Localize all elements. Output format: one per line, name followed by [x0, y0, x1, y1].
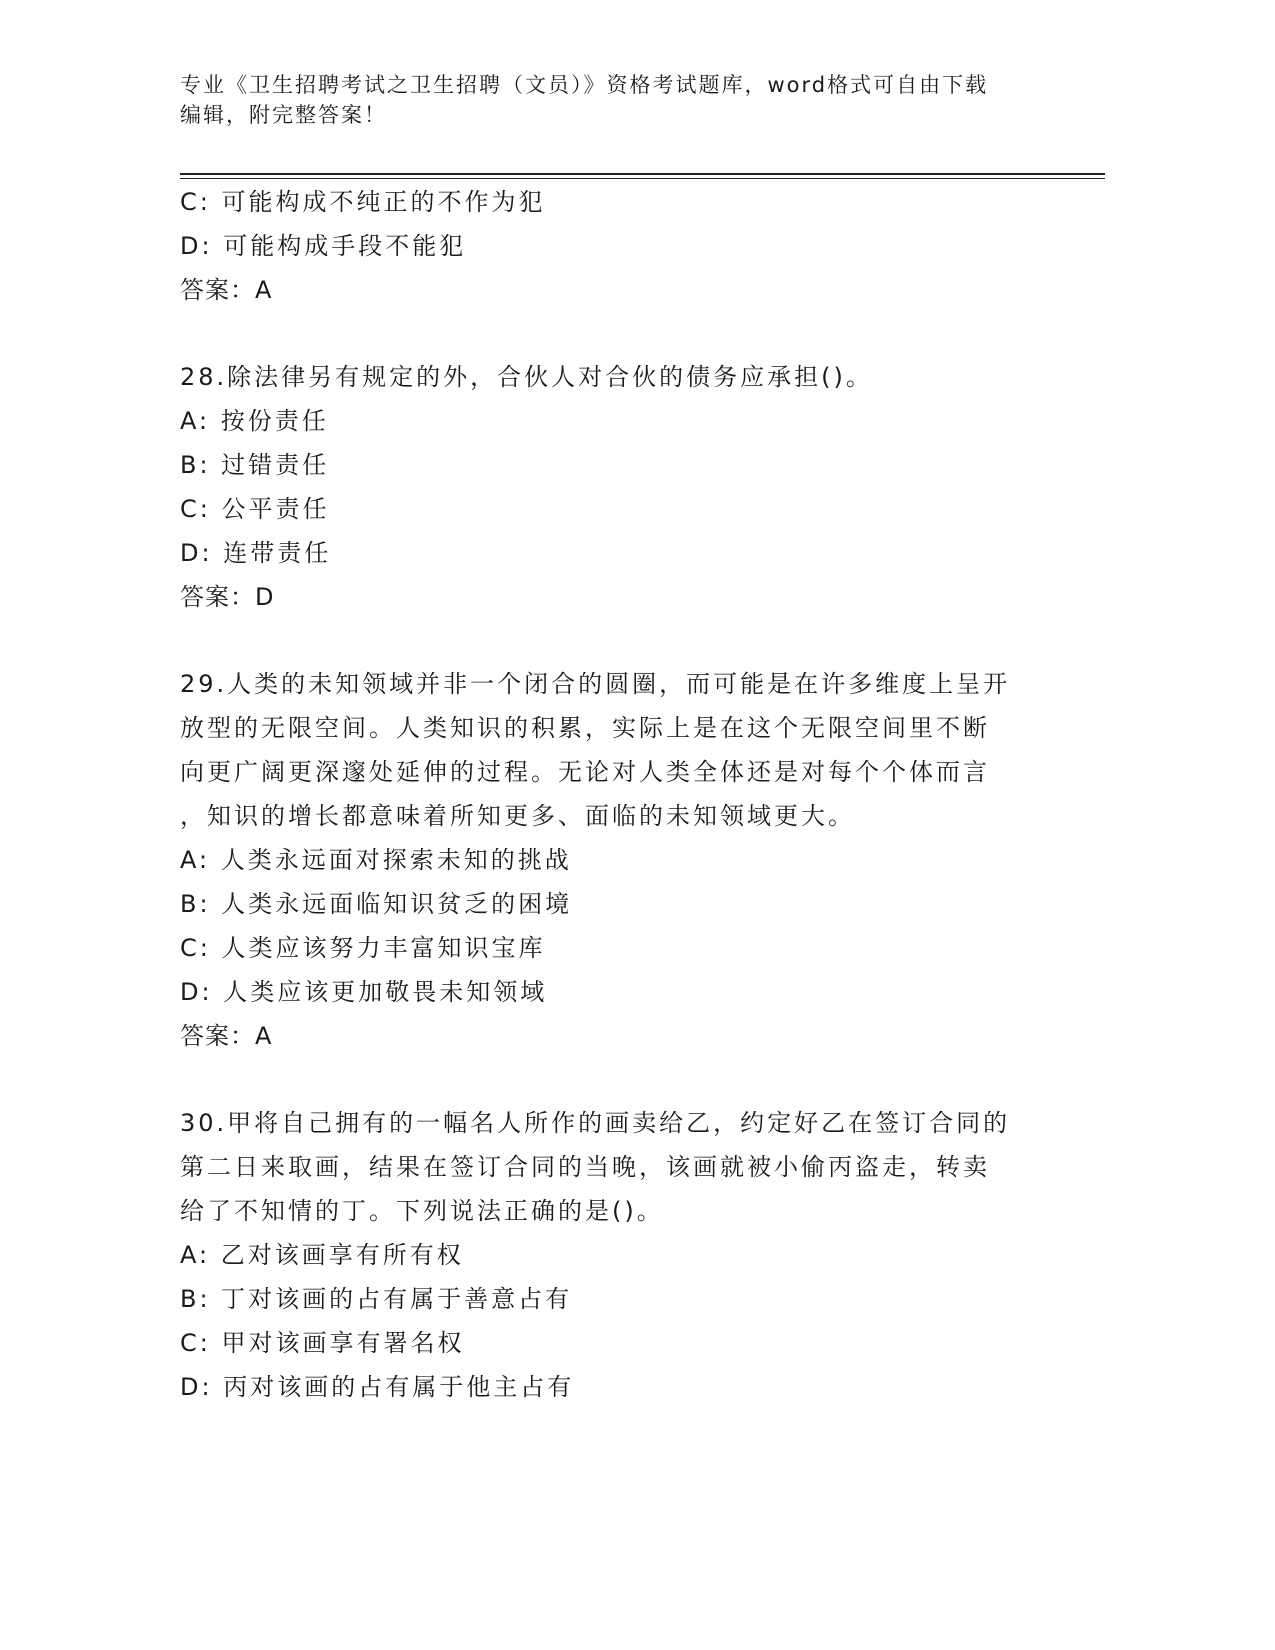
option-c: C: 人类应该努力丰富知识宝库: [180, 934, 546, 962]
answer-line: 答案：D: [180, 583, 275, 611]
option-b: B: 丁对该画的占有属于善意占有: [180, 1285, 573, 1313]
option-c: C: 公平责任: [180, 495, 330, 523]
header-line-1: 专业《卫生招聘考试之卫生招聘（文员）》资格考试题库，word格式可自由下载: [180, 73, 989, 97]
question-30: [180, 1101, 1040, 1409]
question-list: [180, 180, 1040, 1409]
option-a: A: 乙对该画享有所有权: [180, 1241, 464, 1269]
option-d: D: 人类应该更加敬畏未知领域: [180, 978, 548, 1006]
option-a: A: 按份责任: [180, 407, 329, 435]
option-a: A: 人类永远面对探索未知的挑战: [180, 846, 572, 874]
question-stem-line: 第二日来取画，结果在签订合同的当晚，该画就被小偷丙盗走，转卖: [180, 1153, 990, 1181]
option-d: D: 丙对该画的占有属于他主占有: [180, 1373, 575, 1401]
question-stem-line: 29.人类的未知领域并非一个闭合的圆圈，而可能是在许多维度上呈开: [180, 670, 1011, 698]
question-stem-line: 给了不知情的丁。下列说法正确的是()。: [180, 1197, 664, 1225]
option-c: C: 可能构成不纯正的不作为犯: [180, 188, 546, 216]
option-b: B: 过错责任: [180, 451, 330, 479]
document-header: [180, 70, 1060, 130]
option-d: D: 可能构成手段不能犯: [180, 232, 467, 260]
question-stem-line: ，知识的增长都意味着所知更多、面临的未知领域更大。: [180, 802, 855, 830]
question-stem-line: 向更广阔更深邃处延伸的过程。无论对人类全体还是对每个个体而言: [180, 758, 990, 786]
question-stem-line: 放型的无限空间。人类知识的积累，实际上是在这个无限空间里不断: [180, 714, 990, 742]
question-stem: 28.除法律另有规定的外，合伙人对合伙的债务应承担()。: [180, 363, 873, 391]
previous-question-tail: [180, 180, 1040, 312]
answer-line: 答案：A: [180, 1022, 273, 1050]
question-stem-line: 30.甲将自己拥有的一幅名人所作的画卖给乙，约定好乙在签订合同的: [180, 1109, 1011, 1137]
option-d: D: 连带责任: [180, 539, 332, 567]
answer-line: 答案：A: [180, 276, 273, 304]
option-b: B: 人类永远面临知识贫乏的困境: [180, 890, 573, 918]
question-28: [180, 355, 1040, 619]
header-line-2: 编辑，附完整答案！: [180, 103, 387, 127]
header-divider: [180, 173, 1105, 179]
option-c: C: 甲对该画享有署名权: [180, 1329, 465, 1357]
question-29: [180, 662, 1040, 1058]
